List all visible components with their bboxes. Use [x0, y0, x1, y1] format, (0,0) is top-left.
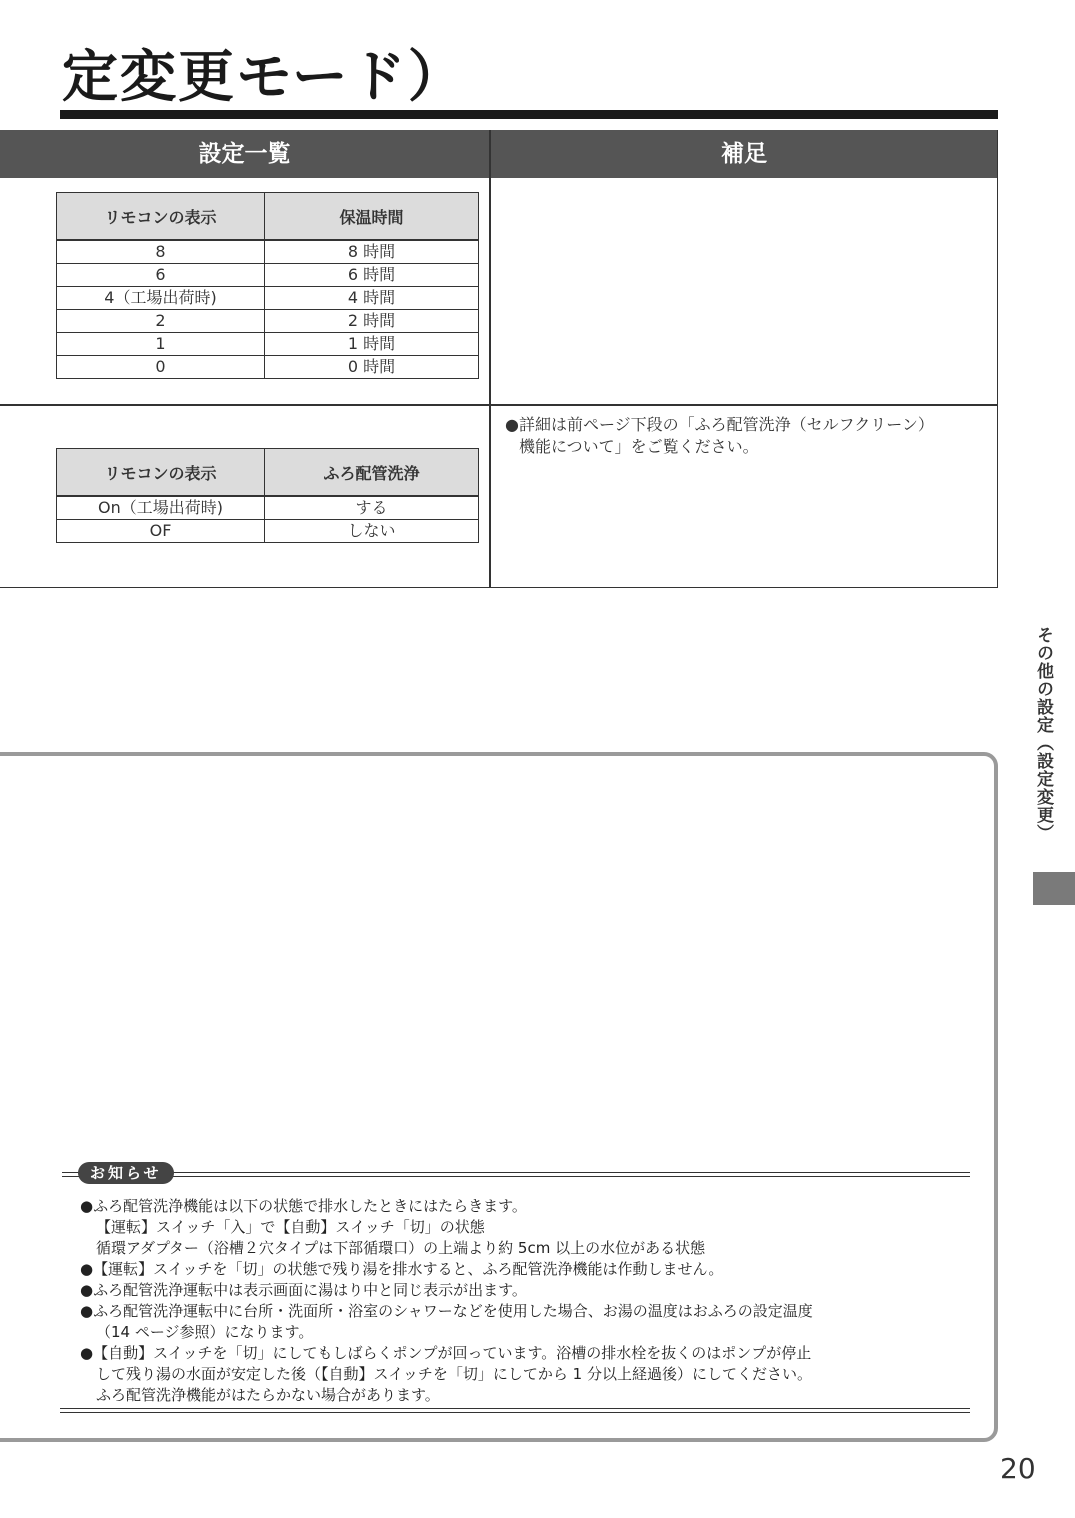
keep-warm-time-table — [56, 192, 479, 379]
table-row — [57, 310, 479, 333]
table-row — [57, 356, 479, 379]
table-cell: 1 時間 — [265, 333, 479, 356]
settings-grid — [0, 130, 998, 588]
side-section-tab: その他の設定（設定変更） — [1033, 626, 1053, 842]
notice-line: ●ふろ配管洗浄運転中に台所・洗面所・浴室のシャワーなどを使用した場合、お湯の温度はおふろの設定温度 — [80, 1302, 813, 1320]
table-cell: 1 — [57, 333, 265, 356]
table-row — [57, 287, 479, 310]
table-cell: 0 — [57, 356, 265, 379]
notice-line: して残り湯の水面が安定した後（【自動】スイッチを「切」にしてから 1 分以上経過後）にしてください。 — [96, 1365, 812, 1383]
table-cell: しない — [265, 520, 479, 543]
table-cell: OF — [57, 520, 265, 543]
table-row — [57, 264, 479, 287]
table-cell: 0 時間 — [265, 356, 479, 379]
table-cell: する — [265, 496, 479, 520]
table-row — [57, 496, 479, 520]
column-header-pipe-cleaning: ふろ配管洗浄 — [265, 449, 479, 497]
notice-label: お知らせ — [78, 1162, 174, 1184]
row-divider — [0, 404, 998, 406]
table-cell: On（工場出荷時) — [57, 496, 265, 520]
note-text-line: 機能について」をご覧ください。 — [519, 437, 759, 456]
pipe-cleaning-table — [56, 448, 479, 543]
page-title: 定変更モード） — [62, 45, 466, 110]
notice-line: ●ふろ配管洗浄機能は以下の状態で排水したときにはたらきます。 — [80, 1197, 527, 1215]
table-row — [57, 520, 479, 543]
table-cell: 2 — [57, 310, 265, 333]
table-cell: 4（工場出荷時) — [57, 287, 265, 310]
notice-top-rule — [62, 1172, 970, 1177]
table-cell: 6 — [57, 264, 265, 287]
table-cell: 8 — [57, 240, 265, 264]
notice-body — [80, 1196, 960, 1406]
supplement-header: 補足 — [491, 130, 997, 178]
notice-line: （14 ページ参照）になります。 — [96, 1323, 314, 1341]
table-cell: 6 時間 — [265, 264, 479, 287]
column-header-remote-display: リモコンの表示 — [57, 449, 265, 497]
page-number: 20 — [1000, 1452, 1036, 1485]
supplement-note — [505, 414, 990, 458]
column-header-remote-display: リモコンの表示 — [57, 193, 265, 241]
column-header-keep-warm-time: 保温時間 — [265, 193, 479, 241]
side-tab-marker — [1033, 872, 1075, 905]
notice-line: 【運転】スイッチ「入」で【自動】スイッチ「切」の状態 — [96, 1218, 485, 1236]
notice-line: ●ふろ配管洗浄運転中は表示画面に湯はり中と同じ表示が出ます。 — [80, 1281, 527, 1299]
table-row — [57, 333, 479, 356]
table-cell: 2 時間 — [265, 310, 479, 333]
notice-bottom-rule — [60, 1408, 970, 1413]
settings-list-header: 設定一覧 — [0, 130, 489, 178]
table-row — [57, 240, 479, 264]
table-cell: 4 時間 — [265, 287, 479, 310]
table-header-row — [57, 449, 479, 497]
notice-line: ふろ配管洗浄機能がはたらかない場合があります。 — [96, 1386, 440, 1404]
bullet-icon: ● — [505, 415, 519, 434]
notice-line: 循環アダプター（浴槽２穴タイプは下部循環口）の上端より約 5cm 以上の水位がある状態 — [96, 1239, 706, 1257]
column-divider — [489, 130, 491, 588]
note-text-line: 詳細は前ページ下段の「ふろ配管洗浄（セルフクリーン） — [519, 415, 934, 434]
title-rule — [60, 110, 998, 119]
notice-line: ●【自動】スイッチを「切」にしてもしばらくポンプが回っています。浴槽の排水栓を抜くのはポンプが停止 — [80, 1344, 812, 1362]
table-header-row — [57, 193, 479, 241]
notice-line: ●【運転】スイッチを「切」の状態で残り湯を排水すると、ふろ配管洗浄機能は作動しません。 — [80, 1260, 724, 1278]
table-cell: 8 時間 — [265, 240, 479, 264]
